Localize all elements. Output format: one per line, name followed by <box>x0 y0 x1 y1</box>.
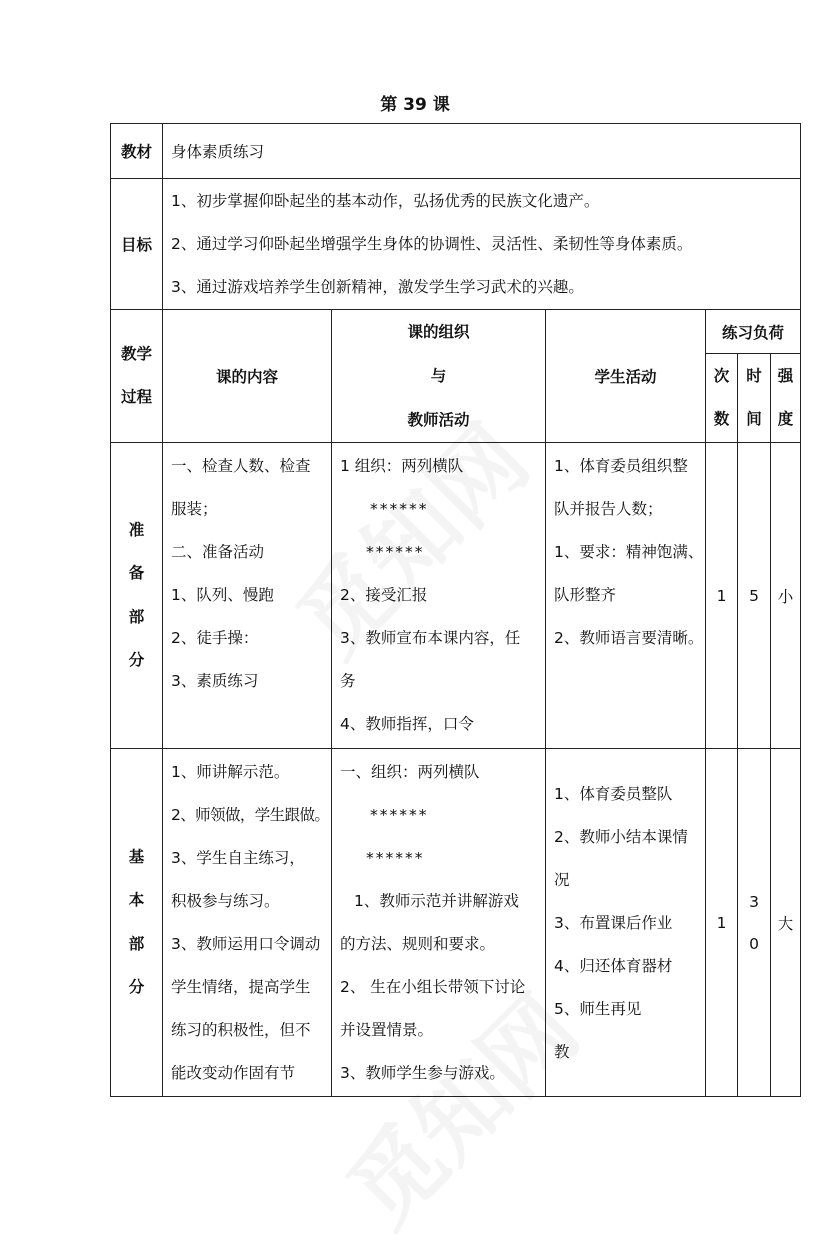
content-line: 服装； <box>171 500 218 518</box>
content-line: 积极参与练习。 <box>171 892 280 910</box>
section-label-char: 准 <box>128 520 145 539</box>
process-header-line: 教学 <box>120 345 152 363</box>
student-header: 学生活动 <box>546 310 706 443</box>
student-line: 1、要求：精神饱满、 <box>554 543 704 561</box>
organization-header-line: 教师活动 <box>407 411 470 429</box>
preparation-section-label <box>111 443 163 749</box>
objectives-label: 目标 <box>111 179 163 310</box>
header-row <box>111 310 801 354</box>
content-line: 1、队列、慢跑 <box>171 586 274 604</box>
organization-line: 1 组织：两列横队 <box>340 457 464 475</box>
intensity-header-line: 强 <box>777 367 794 386</box>
main-intensity: 大 <box>771 749 801 1097</box>
content-line: 二、准备活动 <box>171 543 265 561</box>
organization-line: 2、接受汇报 <box>340 586 428 604</box>
student-line: 况 <box>554 871 570 889</box>
organization-line: 3、教师宣布本课内容，任 <box>340 629 521 647</box>
section-label-char: 部 <box>128 607 145 626</box>
objective-item: 1、初步掌握仰卧起坐的基本动作，弘扬优秀的民族文化遗产。 <box>171 191 600 210</box>
preparation-count: 1 <box>706 443 738 749</box>
time-header-line: 时 <box>746 367 762 386</box>
material-label: 教材 <box>111 124 163 179</box>
preparation-student-activity <box>546 443 706 749</box>
time-header-line: 间 <box>746 410 762 429</box>
student-line: 5、师生再见 <box>554 1000 642 1018</box>
organization-line: 3、教师学生参与游戏。 <box>340 1064 505 1082</box>
intensity-header <box>771 354 801 443</box>
content-line: 2、师领做，学生跟做。 <box>171 806 330 824</box>
formation-stars: ****** <box>366 849 425 867</box>
content-line: 1、师讲解示范。 <box>171 763 290 781</box>
content-line: 2、徒手操： <box>171 629 259 647</box>
organization-line: 的方法、规则和要求。 <box>340 935 496 953</box>
intensity-header-line: 度 <box>777 410 794 429</box>
main-content <box>163 749 332 1097</box>
section-label-char: 分 <box>128 978 145 996</box>
preparation-content <box>163 443 332 749</box>
count-header <box>706 354 738 443</box>
student-line: 1、体育委员整队 <box>554 785 673 803</box>
main-organization <box>332 749 546 1097</box>
student-line: 队形整齐 <box>554 586 617 604</box>
student-line: 2、教师语言要清晰。 <box>554 629 704 647</box>
organization-line: 并设置情景。 <box>340 1021 434 1039</box>
student-line: 1、体育委员组织整 <box>554 457 688 475</box>
section-label-char: 本 <box>128 891 145 909</box>
organization-header-line: 与 <box>430 367 447 385</box>
content-line: 3、教师运用口令调动 <box>171 935 321 953</box>
lesson-plan-table <box>110 123 801 1097</box>
preparation-intensity: 小 <box>771 443 801 749</box>
preparation-organization <box>332 443 546 749</box>
content-line: 一、检查人数、检查 <box>171 457 311 475</box>
organization-line: 2、 生在小组长带领下讨论 <box>340 978 526 996</box>
objectives-row <box>111 179 801 310</box>
main-section-row <box>111 749 801 1097</box>
material-row <box>111 124 801 179</box>
preparation-time <box>738 443 771 749</box>
process-header <box>111 310 163 443</box>
formation-stars: ****** <box>370 500 429 518</box>
student-line: 4、归还体育器材 <box>554 957 673 975</box>
content-line: 3、学生自主练习， <box>171 849 305 867</box>
main-count: 1 <box>706 749 738 1097</box>
time-header <box>738 354 771 443</box>
student-line: 3、布置课后作业 <box>554 914 673 932</box>
student-line: 教 <box>554 1043 570 1061</box>
organization-line: 一、组织：两列横队 <box>340 763 480 781</box>
student-line: 队并报告人数； <box>554 500 663 518</box>
objectives-list <box>163 179 801 310</box>
time-value: 5 <box>749 586 759 605</box>
organization-line: 1、教师示范并讲解游戏 <box>354 892 519 910</box>
content-line: 练习的积极性，但不 <box>171 1021 311 1039</box>
count-header-line: 次 <box>713 367 730 386</box>
material-value: 身体素质练习 <box>163 124 801 179</box>
organization-header <box>332 310 546 443</box>
content-header: 课的内容 <box>163 310 332 443</box>
process-header-line: 过程 <box>120 388 152 406</box>
section-label-char: 基 <box>128 847 145 866</box>
section-label-char: 部 <box>128 934 145 953</box>
time-value: 3 <box>749 892 759 911</box>
organization-header-line: 课的组织 <box>407 323 470 341</box>
organization-line: 务 <box>340 672 356 690</box>
main-section-label <box>111 749 163 1097</box>
content-line: 3、素质练习 <box>171 672 259 690</box>
section-label-char: 分 <box>128 651 145 669</box>
section-label-char: 备 <box>128 564 145 582</box>
count-header-line: 数 <box>713 410 730 429</box>
formation-stars: ****** <box>370 806 429 824</box>
main-student-activity <box>546 749 706 1097</box>
student-line: 2、教师小结本课情 <box>554 828 688 846</box>
preparation-section-row <box>111 443 801 749</box>
load-header: 练习负荷 <box>706 310 801 354</box>
organization-line: 4、教师指挥，口令 <box>340 715 474 733</box>
content-line: 学生情绪，提高学生 <box>171 978 311 996</box>
objective-item: 3、通过游戏培养学生创新精神，激发学生学习武术的兴趣。 <box>171 277 584 296</box>
formation-stars: ****** <box>366 543 425 561</box>
time-value: 0 <box>749 934 759 953</box>
main-time <box>738 749 771 1097</box>
content-line: 能改变动作固有节 <box>171 1064 296 1082</box>
objective-item: 2、通过学习仰卧起坐增强学生身体的协调性、灵活性、柔韧性等身体素质。 <box>171 234 693 253</box>
page-title: 第 39 课 <box>380 95 450 115</box>
